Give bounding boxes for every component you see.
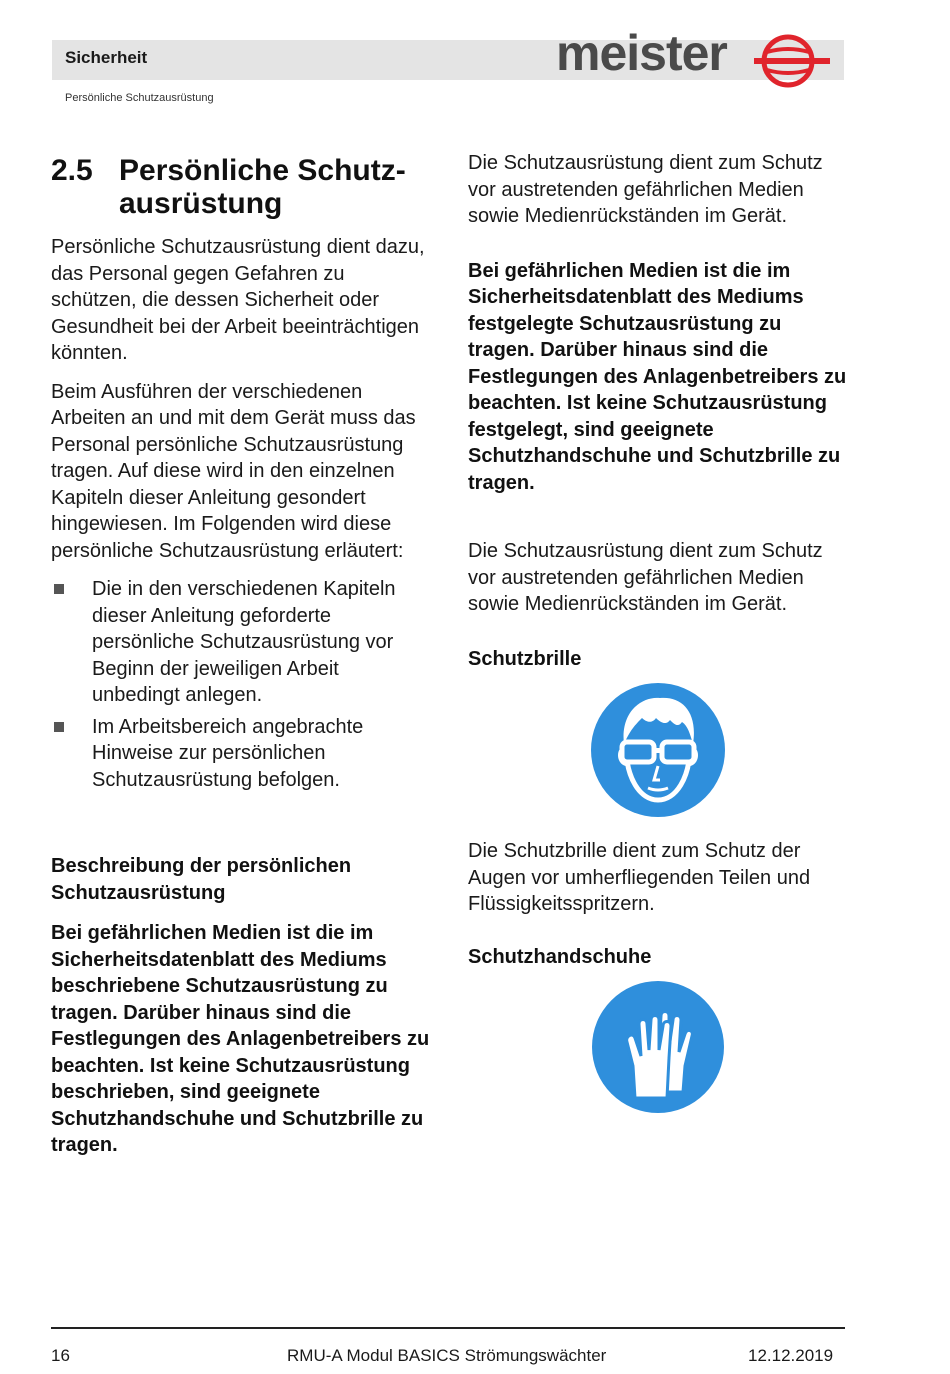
list-item: Im Arbeitsbereich angebrachte Hinweise zur persönlichen Schutzausrüstung befolgen. xyxy=(51,714,431,794)
purpose-paragraph-repeat: Die Schutzausrüstung dient zum Schutz vor austretenden gefährlichen Medien sowie Medienrückständen im Gerät. xyxy=(468,540,823,615)
description-heading: Beschreibung der persönlichen Schutzausrüstung xyxy=(51,855,352,904)
instruction-list xyxy=(51,576,431,793)
section-number: 2.5 xyxy=(51,154,93,187)
bullet-square-icon xyxy=(54,722,64,732)
page-number: 16 xyxy=(51,1346,70,1365)
goggles-heading: Schutzbrille xyxy=(468,647,582,670)
safety-goggles-sign-icon xyxy=(590,682,726,818)
gloves-heading: Schutzhandschuhe xyxy=(468,945,652,968)
goggles-paragraph: Die Schutzbrille dient zum Schutz der Augen vor umherfliegenden Teilen und Flüssigkeitsspritzern. xyxy=(468,840,811,915)
bullet-square-icon xyxy=(54,584,64,594)
left-column xyxy=(51,150,431,1171)
usage-paragraph: Beim Ausführen der verschiedenen Arbeiten an und mit dem Gerät muss das Personal persönliche Schutzausrüstung tragen. Auf diese wird in den einzelnen Kapiteln dieser Anleitung gesondert hingewiesen. Im Folgenden wird diese persönliche Schutzausrüstung erläutert: xyxy=(51,380,416,562)
purpose-paragraph: Die Schutzausrüstung dient zum Schutz vor austretenden gefährlichen Medien sowie Medienrückständen im Gerät. xyxy=(468,152,823,227)
meister-logo xyxy=(556,25,836,90)
list-item: Die in den verschiedenen Kapiteln dieser Anleitung geforderte persönliche Schutzausrüstung vor Beginn der jeweiligen Arbeit unbedingt anlegen. xyxy=(51,576,431,709)
meister-logo-mark-icon xyxy=(754,32,834,90)
document-date: 12.12.2019 xyxy=(748,1346,834,1365)
document-title: RMU-A Modul BASICS Strömungswächter xyxy=(287,1346,607,1365)
section-heading xyxy=(51,154,431,220)
logo-text: meister xyxy=(556,25,727,81)
right-column xyxy=(468,150,848,1114)
warning-paragraph-right: Bei gefährlichen Medien ist die im Sicherheitsdatenblatt des Mediums festgelegte Schutzausrüstung zu tragen. Darüber hinaus sind die Festlegungen des Anlagenbetreibers zu beachten. Ist keine Schutzausrüstung festgelegt, sind geeignete Schutzhandschuhe und Schutzbrille zu tragen. xyxy=(468,259,847,494)
header-section-title: Sicherheit xyxy=(65,48,148,67)
intro-paragraph: Persönliche Schutzausrüstung dient dazu, das Personal gegen Gefahren zu schützen, die dessen Sicherheit oder Gesundheit bei der Arbeit beeinträchtigen könnten. xyxy=(51,236,425,364)
section-title: Persönliche Schutz- ausrüstung xyxy=(119,154,406,220)
warning-paragraph: Bei gefährlichen Medien ist die im Sicherheitsdatenblatt des Mediums beschriebene Schutzausrüstung zu tragen. Darüber hinaus sind die Festlegungen des Anlagenbetreibers zu beachten. Ist keine Schutzausrüstung beschrieben, sind geeignete Schutzhandschuhe und Schutzbrille zu tragen. xyxy=(51,922,430,1156)
safety-gloves-sign-icon xyxy=(591,980,725,1114)
header-subsection: Persönliche Schutzausrüstung xyxy=(65,92,214,104)
footer-divider xyxy=(51,1327,845,1329)
